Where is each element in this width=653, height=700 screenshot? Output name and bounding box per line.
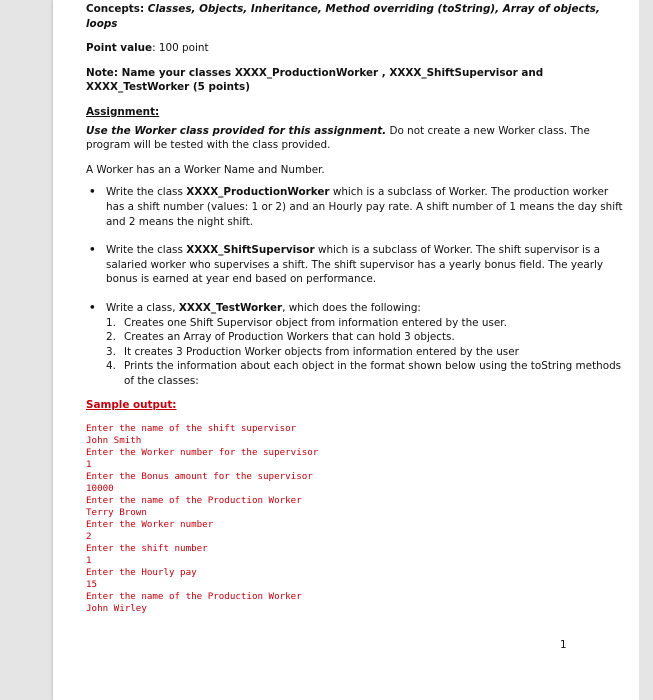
list-item — [86, 185, 626, 229]
list-item-text: Write the class — [106, 244, 187, 257]
code-line: Enter the Worker number — [86, 519, 214, 531]
list-item — [86, 301, 626, 389]
step-number: 1. — [106, 316, 116, 329]
code-line: John Smith — [86, 435, 142, 447]
naming-note: Note: Name your classes XXXX_ProductionWorker , XXXX_ShiftSupervisor and XXXX_TestWorker (5 points) — [86, 66, 544, 94]
worker-instruction-rest: Do not create a new Worker class. The program will be tested with the class provided. — [86, 124, 590, 152]
code-line: Enter the shift number — [86, 543, 208, 555]
code-line: Enter the name of the Production Worker — [86, 495, 302, 507]
step-item — [106, 330, 626, 345]
code-line: Enter the Bonus amount for the supervisor — [86, 471, 313, 483]
worker-instruction-bold: Use the Worker class provided for this assignment. — [86, 124, 387, 137]
list-item — [86, 243, 626, 287]
sample-output-heading: Sample output: — [86, 399, 177, 412]
code-line: 1 — [86, 555, 92, 567]
concepts-topics: Classes, Objects, Inheritance, Method overriding (toString), Array of objects, loops — [86, 3, 600, 30]
step-item — [106, 359, 626, 388]
document-content — [86, 0, 626, 615]
bullet-icon: • — [89, 244, 96, 257]
code-line: Enter the name of the shift supervisor — [86, 423, 297, 435]
step-number: 2. — [106, 331, 116, 344]
bullet-icon: • — [89, 186, 96, 199]
scrollbar-track[interactable] — [639, 0, 653, 700]
page-number: 1 — [560, 639, 567, 651]
class-name: XXXX_ShiftSupervisor — [186, 244, 315, 257]
code-line: Enter the Worker number for the supervisor — [86, 447, 319, 459]
step-text: Creates an Array of Production Workers that can hold 3 objects. — [124, 331, 455, 344]
code-line: 2 — [86, 531, 92, 543]
code-line: 1 — [86, 459, 92, 471]
code-line: 15 — [86, 579, 98, 591]
class-name: XXXX_TestWorker — [178, 301, 283, 314]
list-item-text: Write the class — [106, 186, 187, 199]
document-page — [53, 0, 639, 700]
assignment-heading: Assignment: — [86, 105, 160, 118]
step-text: It creates 3 Production Worker objects from information entered by the user — [124, 345, 519, 358]
concepts-line — [86, 2, 626, 31]
step-number: 4. — [106, 360, 116, 373]
code-line: Terry Brown — [86, 507, 147, 519]
worker-instruction — [86, 124, 626, 153]
concepts-label: Concepts: — [86, 3, 148, 15]
list-item-text: which is a subclass of Worker. The production worker has a shift number (values: 1 or 2) and an Hourly pay rate. A shift number of 1 means the day shift and 2 means the night shift. — [106, 186, 623, 228]
step-text: Creates one Shift Supervisor object from information entered by the user. — [124, 316, 507, 329]
point-value: : 100 point — [152, 42, 209, 55]
code-line: Enter the name of the Production Worker — [86, 591, 302, 603]
bullet-icon: • — [89, 301, 96, 314]
point-value-label: Point value — [86, 42, 153, 55]
list-item-text: , which does the following: — [282, 301, 421, 314]
code-line: John Wirley — [86, 603, 147, 615]
code-line: 10000 — [86, 483, 114, 495]
step-item — [106, 345, 626, 360]
point-value-line — [86, 41, 626, 56]
worker-description: A Worker has an a Worker Name and Number. — [86, 163, 325, 176]
code-line: Enter the Hourly pay — [86, 567, 197, 579]
step-number: 3. — [106, 345, 116, 358]
list-item-text: which is a subclass of Worker. The shift supervisor is a salaried worker who supervises a shift. The shift supervisor has a yearly bonus field. The yearly bonus is earned at year end based on performance. — [106, 244, 604, 286]
list-item-text: Write a class, — [106, 301, 179, 314]
class-name: XXXX_ProductionWorker — [186, 186, 330, 199]
requirements-list — [86, 185, 626, 388]
step-text: Prints the information about each object in the format shown below using the toString methods of the classes: — [124, 360, 622, 387]
sample-output-block — [86, 423, 626, 615]
test-worker-steps — [106, 316, 626, 389]
step-item — [106, 316, 626, 331]
